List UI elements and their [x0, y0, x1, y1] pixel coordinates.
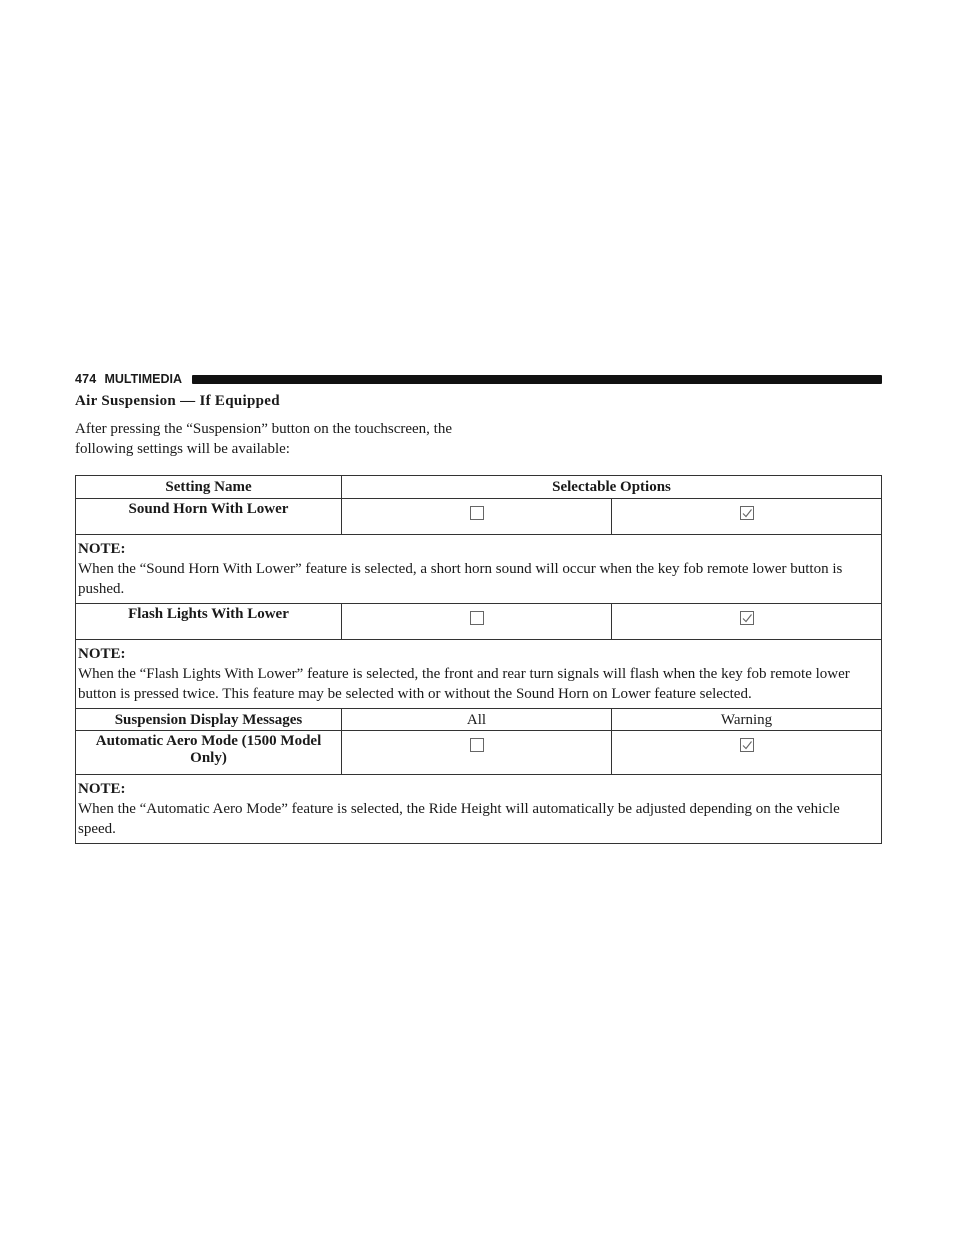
note-cell: [76, 640, 882, 709]
setting-name: Sound Horn With Lower: [76, 499, 342, 535]
checkbox-checked-icon: [740, 506, 754, 520]
option-unchecked: [342, 604, 612, 640]
note-row: [76, 640, 882, 709]
note-row: [76, 775, 882, 844]
setting-name: Automatic Aero Mode (1500 Model Only): [76, 731, 342, 775]
header-rule: [192, 375, 882, 384]
col-setting-name: Setting Name: [76, 476, 342, 499]
section-name: MULTIMEDIA: [104, 372, 183, 386]
note-text: When the “Sound Horn With Lower” feature is selected, a short horn sound will occur when the key fob remote lower button is pushed.: [78, 561, 843, 597]
intro-paragraph: After pressing the “Suspension” button on the touchscreen, the following settings will be available:: [75, 421, 452, 457]
note-text: When the “Automatic Aero Mode” feature is selected, the Ride Height will automatically be adjusted depending on the vehicle speed.: [78, 801, 840, 837]
page-number: 474: [75, 372, 97, 386]
table-row: [76, 709, 882, 731]
option-checked: [612, 731, 882, 775]
option-all: All: [342, 709, 612, 731]
checkbox-checked-icon: [740, 611, 754, 625]
checkbox-checked-icon: [740, 738, 754, 752]
option-checked: [612, 499, 882, 535]
table-row: [76, 604, 882, 640]
section-heading: Air Suspension — If Equipped: [75, 393, 280, 409]
option-unchecked: [342, 499, 612, 535]
setting-name: Suspension Display Messages: [76, 709, 342, 731]
checkbox-unchecked-icon: [470, 738, 484, 752]
page-header: [75, 371, 882, 387]
option-unchecked: [342, 731, 612, 775]
note-cell: [76, 775, 882, 844]
table-row: [76, 499, 882, 535]
note-text: When the “Flash Lights With Lower” feature is selected, the front and rear turn signals will flash when the key fob remote lower button is pressed twice. This feature may be selected with or without the Sound Horn on Lower feature selected.: [78, 666, 850, 702]
option-checked: [612, 604, 882, 640]
note-label: NOTE:: [78, 781, 126, 797]
col-selectable-options: Selectable Options: [342, 476, 882, 499]
note-cell: [76, 535, 882, 604]
note-row: [76, 535, 882, 604]
note-label: NOTE:: [78, 646, 126, 662]
table-row: [76, 731, 882, 775]
checkbox-unchecked-icon: [470, 506, 484, 520]
table-header-row: [76, 476, 882, 499]
note-label: NOTE:: [78, 541, 126, 557]
settings-table: [75, 475, 882, 844]
option-warning: Warning: [612, 709, 882, 731]
checkbox-unchecked-icon: [470, 611, 484, 625]
setting-name: Flash Lights With Lower: [76, 604, 342, 640]
